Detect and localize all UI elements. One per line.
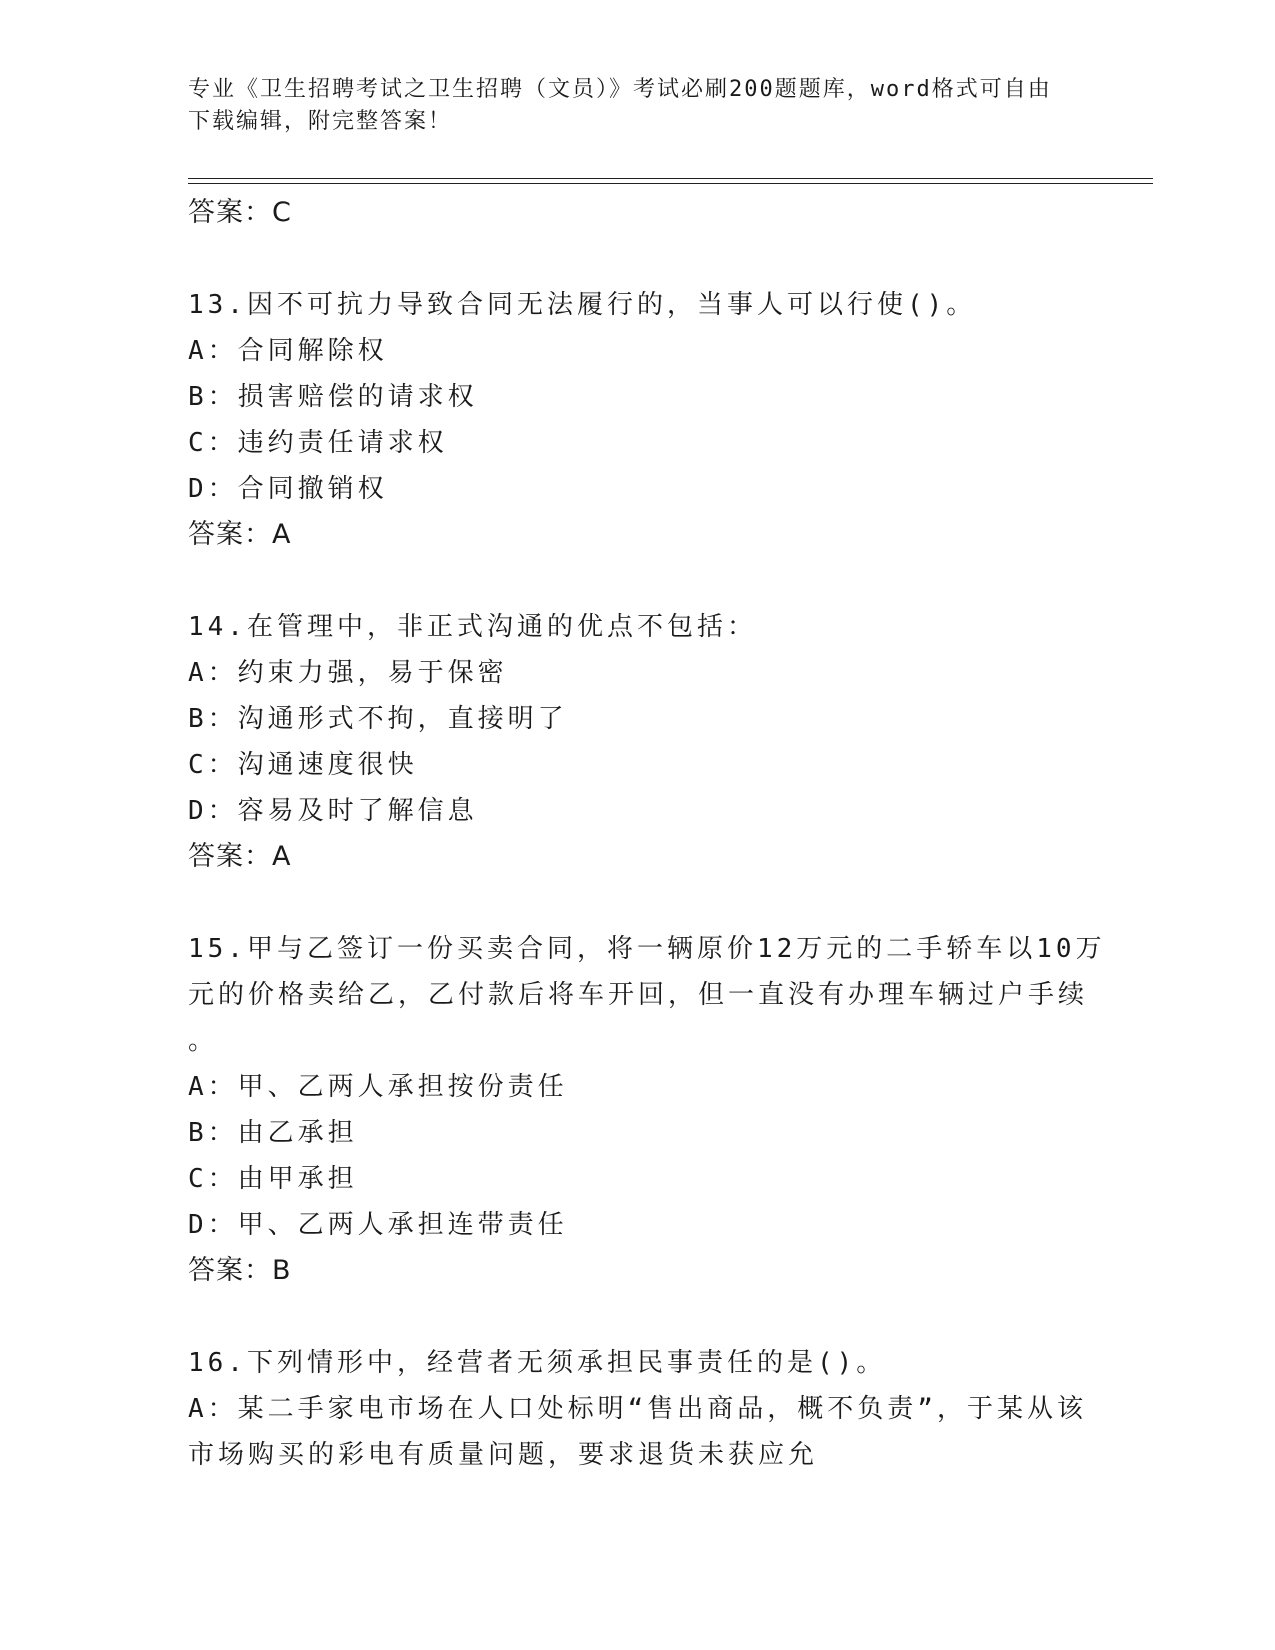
spacer (188, 880, 1088, 926)
option-a-line-1: A：某二手家电市场在人口处标明“售出商品，概不负责”，于某从该 (188, 1394, 1087, 1424)
option-d: D：甲、乙两人承担连带责任 (188, 1210, 568, 1240)
option-c: C：沟通速度很快 (188, 750, 418, 780)
header-rule-bottom (188, 183, 1153, 184)
answer-line (188, 190, 1088, 236)
option-b: B：沟通形式不拘，直接明了 (188, 704, 568, 734)
question-16 (188, 1340, 1088, 1478)
question-stem-line-1: 15.甲与乙签订一份买卖合同，将一辆原价12万元的二手轿车以10万 (188, 934, 1106, 964)
option-c: C：由甲承担 (188, 1164, 358, 1194)
question-stem: 16.下列情形中，经营者无须承担民事责任的是()。 (188, 1348, 887, 1378)
option-d: D：容易及时了解信息 (188, 796, 478, 826)
option-a-line-2: 市场购买的彩电有质量问题，要求退货未获应允 (188, 1440, 819, 1470)
question-stem: 14.在管理中，非正式沟通的优点不包括： (188, 612, 757, 642)
answer-line (188, 1248, 1088, 1294)
option-b: B：由乙承担 (188, 1118, 358, 1148)
answer-label: 答案： (188, 519, 272, 550)
answer-value: B (272, 1255, 292, 1286)
answer-value: A (272, 519, 292, 550)
question-stem: 13.因不可抗力导致合同无法履行的，当事人可以行使()。 (188, 290, 977, 320)
answer-label: 答案： (188, 197, 272, 228)
answer-value: A (272, 841, 292, 872)
answer-value: C (272, 197, 292, 228)
answer-label: 答案： (188, 1255, 272, 1286)
spacer (188, 1294, 1088, 1340)
option-b: B：损害赔偿的请求权 (188, 382, 478, 412)
option-d: D：合同撤销权 (188, 474, 388, 504)
header-rule-top (188, 178, 1153, 179)
spacer (188, 236, 1088, 282)
question-14 (188, 604, 1088, 880)
question-15 (188, 926, 1106, 1294)
option-c: C：违约责任请求权 (188, 428, 448, 458)
question-13 (188, 282, 1088, 558)
option-a: A：合同解除权 (188, 336, 388, 366)
option-a: A：约束力强，易于保密 (188, 658, 508, 688)
question-stem-line-3: 。 (188, 1026, 219, 1056)
answer-line (188, 512, 1088, 558)
answer-line (188, 834, 1088, 880)
page-header: 专业《卫生招聘考试之卫生招聘（文员）》考试必刷200题题库，word格式可自由下载编辑，附完整答案！ (188, 77, 1052, 134)
question-content (188, 190, 1106, 1478)
question-stem-line-2: 元的价格卖给乙，乙付款后将车开回，但一直没有办理车辆过户手续 (188, 980, 1089, 1010)
option-a: A：甲、乙两人承担按份责任 (188, 1072, 568, 1102)
spacer (188, 558, 1088, 604)
answer-label: 答案： (188, 841, 272, 872)
